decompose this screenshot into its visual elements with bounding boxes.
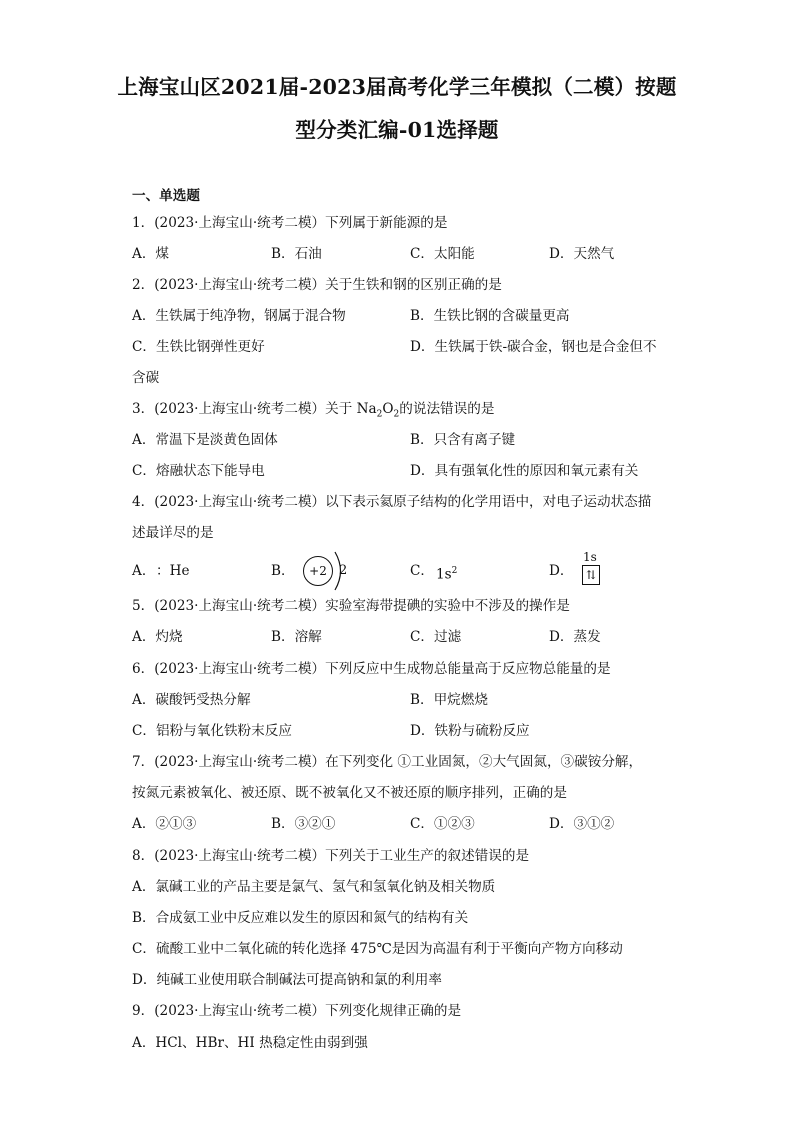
- q2-option-a: A．生铁属于纯净物，钢属于混合物: [132, 308, 346, 324]
- question-5-stem: 5．(2023·上海宝山·统考二模）实验室海带提碘的实验中不涉及的操作是: [132, 598, 570, 614]
- q4-option-a-label: A．: [132, 563, 156, 579]
- q3-stem-post: 的说法错误的是: [399, 401, 495, 417]
- q6-option-d: D．铁粉与硫粉反应: [410, 723, 530, 739]
- q3-option-c: C．熔融状态下能导电: [132, 463, 265, 479]
- q2-option-c: C．生铁比钢弹性更好: [132, 339, 265, 355]
- question-4-stem-continued: 述最详尽的是: [132, 525, 214, 541]
- question-4-stem: 4．(2023·上海宝山·统考二模）以下表示氦原子结构的化学用语中，对电子运动状态描: [132, 494, 652, 510]
- q4-option-c-label: C．: [410, 563, 434, 579]
- q3-stem-pre: 3．(2023·上海宝山·统考二模）关于 Na: [132, 401, 377, 417]
- orbital-box-up-down-arrows-icon: ⇅: [582, 565, 600, 585]
- question-3-stem: [132, 400, 494, 424]
- q7-option-d: D．③①②: [549, 816, 615, 832]
- q7-option-a: A．②①③: [132, 816, 197, 832]
- question-6-stem: 6．(2023·上海宝山·统考二模）下列反应中生成物总能量高于反应物总能量的是: [132, 661, 611, 677]
- doc-title-line2: 型分类汇编-01选择题: [295, 118, 499, 142]
- q9-option-a: A．HCl、HBr、HI 热稳定性由弱到强: [132, 1035, 368, 1051]
- q4-option-b-label: B．: [271, 563, 295, 579]
- q4-option-d-label: D．: [549, 563, 574, 579]
- doc-title-line1: 上海宝山区2021届-2023届高考化学三年模拟（二模）按题: [117, 75, 677, 99]
- q7-option-c: C．①②③: [410, 816, 475, 832]
- section-heading: 一、单选题: [132, 188, 200, 204]
- q6-option-c: C．铝粉与氧化铁粉末反应: [132, 723, 292, 739]
- q1-option-d: D．天然气: [549, 246, 615, 262]
- q3-option-a: A．常温下是淡黄色固体: [132, 432, 278, 448]
- q7-option-b: B．③②①: [271, 816, 336, 832]
- orbital-label: 1s: [583, 550, 597, 564]
- q3-option-b: B．只含有离子键: [410, 432, 516, 448]
- q1-option-c: C．太阳能: [410, 246, 475, 262]
- question-7-stem-continued: 按氮元素被氧化、被还原、既不被氧化又不被还原的顺序排列，正确的是: [132, 785, 567, 801]
- question-7-stem: 7．(2023·上海宝山·统考二模）在下列变化 ①工业固氮，②大气固氮，③碳铵分解，: [132, 754, 643, 770]
- q3-option-d: D．具有强氧化性的原因和氧元素有关: [410, 463, 639, 479]
- q4-option-a-formula: ：He: [156, 563, 190, 579]
- q2-option-d-continued: 含碳: [132, 370, 160, 386]
- q4-c-config-sup: 2: [451, 566, 458, 576]
- q1-option-a: A．煤: [132, 246, 170, 262]
- q3-stem-mid: O: [382, 401, 394, 417]
- question-1-stem: 1．(2023·上海宝山·统考二模）下列属于新能源的是: [132, 215, 448, 231]
- q6-option-a: A．碳酸钙受热分解: [132, 692, 251, 708]
- q5-option-a: A．灼烧: [132, 629, 183, 645]
- q8-option-a: A．氯碱工业的产品主要是氯气、氢气和氢氧化钠及相关物质: [132, 879, 496, 895]
- atom-shell-electron-count: 2: [339, 563, 348, 578]
- q1-option-b: B．石油: [271, 246, 322, 262]
- q8-option-b: B．合成氨工业中反应难以发生的原因和氮气的结构有关: [132, 910, 469, 926]
- q8-option-d: D．纯碱工业使用联合制碱法可提高钠和氯的利用率: [132, 972, 442, 988]
- q4-option-c-config: [436, 562, 457, 584]
- q6-option-b: B．甲烷燃烧: [410, 692, 488, 708]
- q3-stem-sub1: 2: [376, 409, 383, 420]
- question-8-stem: 8．(2023·上海宝山·统考二模）下列关于工业生产的叙述错误的是: [132, 848, 530, 864]
- q5-option-b: B．溶解: [271, 629, 322, 645]
- q2-option-b: B．生铁比钢的含碳量更高: [410, 308, 570, 324]
- q2-option-d: D．生铁属于铁-碳合金，钢也是合金但不: [410, 339, 657, 355]
- atom-nucleus-diagram: +2: [303, 556, 333, 586]
- q5-option-c: C．过滤: [410, 629, 462, 645]
- q4-c-config-base: 1s: [436, 566, 452, 583]
- question-9-stem: 9．(2023·上海宝山·统考二模）下列变化规律正确的是: [132, 1003, 462, 1019]
- question-2-stem: 2．(2023·上海宝山·统考二模）关于生铁和钢的区别正确的是: [132, 277, 502, 293]
- q3-stem-sub2: 2: [393, 409, 400, 420]
- q8-option-c: C．硫酸工业中二氧化硫的转化选择 475℃是因为高温有利于平衡向产物方向移动: [132, 941, 623, 957]
- q5-option-d: D．蒸发: [549, 629, 601, 645]
